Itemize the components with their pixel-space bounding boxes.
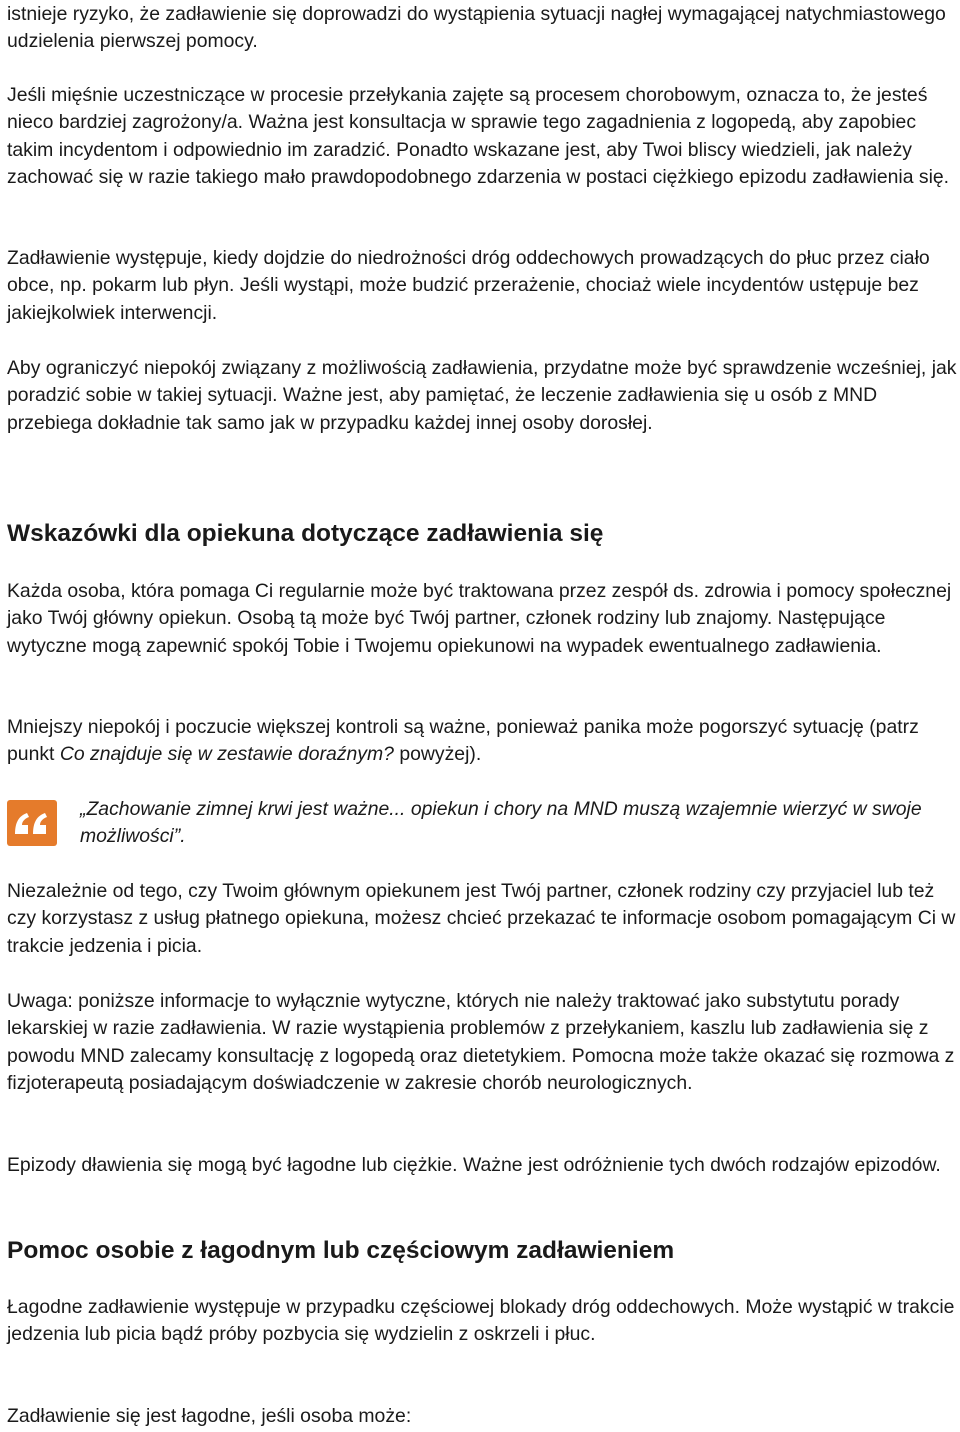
paragraph-main-caregiver: Każda osoba, która pomaga Ci regularnie może być traktowana przez zespół ds. zdrowia i pomocy społecznej jako Twój główny opiekun. Osobą tą może być Twój partner, członek rodziny lub znajomy. Następujące wytyczne mogą zapewnić spokój Tobie i Twojemu opiekunowi na wypadek ewentualnego zadławienia. xyxy=(7,580,952,657)
paragraph-reduce-anxiety: Aby ograniczyć niepokój związany z możliwością zadławienia, przydatne może być sprawdzenie wcześniej, jak poradzić sobie w takiej sytuacji. Ważne jest, aby pamiętać, że leczenie zadławienia się u osób z MND przebiega dokładnie tak samo jak w przypadku każdej innej osoby dorosłej. xyxy=(7,357,957,434)
paragraph-choking-definition: Zadławienie występuje, kiedy dojdzie do niedrożności dróg oddechowych prowadzących do płuc przez ciało obce, np. pokarm lub płyn. Jeśli wystąpi, może budzić przerażenie, chociaż wiele incydentów ustępuje bez jakiejkolwiek interwencji. xyxy=(7,247,930,324)
paragraph-disclaimer: Uwaga: poniższe informacje to wyłącznie wytyczne, których nie należy traktować jako substytutu porady lekarskiej w razie zadławienia. W razie wystąpienia problemów z przełykaniem, kaszlu lub zadławienia się z powodu MND zalecamy konsultację z logopedą oraz dietetykiem. Pomocna może także okazać się rozmowa z fizjoterapeutą posiadającym doświadczenie w zakresie chorób neurologicznych. xyxy=(7,990,955,1095)
paragraph-swallowing-muscles: Jeśli mięśnie uczestniczące w procesie przełykania zajęte są procesem chorobowym, oznacza to, że jesteś nieco bardziej zagrożony/a. Ważna jest konsultacja w sprawie tego zagadnienia z logopedą, aby zapobiec takim incydentom i odpowiednio im zaradzić. Ponadto wskazane jest, aby Twoi bliscy wiedzieli, jak należy zachować się w razie takiego mało prawdopodobnego zdarzenia w postaci ciężkiego epizodu zadławienia się. xyxy=(7,84,950,189)
paragraph-mild-choking: Łagodne zadławienie występuje w przypadku częściowej blokady dróg oddechowych. Może wystąpić w trakcie jedzenia lub picia bądź próby pozbycia się wydzielin z oskrzeli i płuc. xyxy=(7,1296,955,1346)
paragraph-less-anxiety xyxy=(7,714,957,769)
emergency-kit-reference: Co znajduje się w zestawie doraźnym? xyxy=(59,743,394,766)
paragraph-less-anxiety-end: powyżej). xyxy=(393,743,482,766)
quote-text: „Zachowanie zimnej krwi jest ważne... opiekun i chory na MND muszą wzajemnie wierzyć w swoje możliwości”. xyxy=(80,798,922,848)
paragraph-episode-types: Epizody dławienia się mogą być łagodne lub ciężkie. Ważne jest odróżnienie tych dwóch rodzajów epizodów. xyxy=(7,1154,941,1176)
heading-mild-choking-help: Pomoc osobie z łagodnym lub częściowym zadławieniem xyxy=(7,1237,675,1264)
paragraph-emergency-risk: istnieje ryzyko, że zadławienie się doprowadzi do wystąpienia sytuacji nagłej wymagającej natychmiastowego udzielenia pierwszej pomocy. xyxy=(7,3,946,53)
paragraph-mild-if: Zadławienie się jest łagodne, jeśli osoba może: xyxy=(7,1405,412,1427)
heading-caregiver-tips: Wskazówki dla opiekuna dotyczące zadławienia się xyxy=(7,520,604,547)
quote-icon xyxy=(7,800,57,846)
quote-block xyxy=(7,796,957,856)
paragraph-less-anxiety-text: Mniejszy niepokój i poczucie większej kontroli są ważne, ponieważ panika może pogorszyć sytuację (patrz punkt xyxy=(7,716,919,766)
paragraph-caregiver-info: Niezależnie od tego, czy Twoim głównym opiekunem jest Twój partner, członek rodziny czy przyjaciel lub też czy korzystasz z usług płatnego opiekuna, możesz chcieć przekazać te informacje osobom pomagającym Ci w trakcie jedzenia i picia. xyxy=(7,880,956,957)
